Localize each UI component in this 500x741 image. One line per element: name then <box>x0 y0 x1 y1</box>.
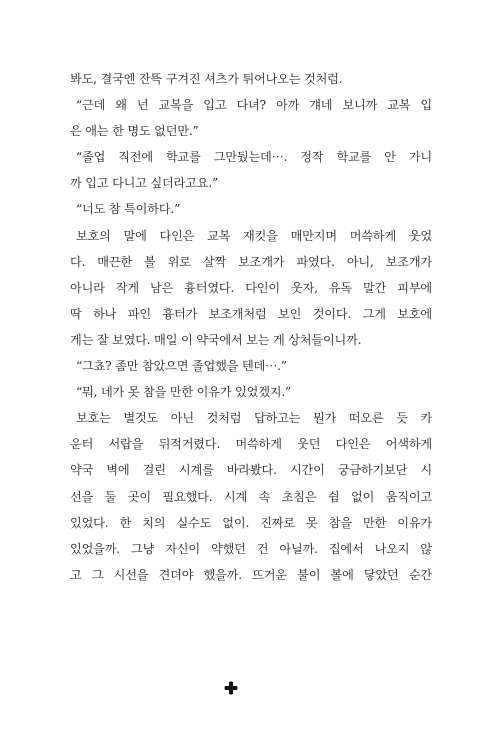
text-line: 게는 잘 보였다. 매일 이 약국에서 보는 게 상처들이니까. <box>70 332 362 347</box>
text-line: 고 그 시선을 견뎌야 했을까. 뜨거운 불이 볼에 닿았던 순간 <box>70 567 432 582</box>
text-line: 봐도, 결국엔 잔뜩 구겨진 셔츠가 튀어나오는 것처럼. <box>70 72 343 86</box>
text-line: 은 애는 한 명도 없던만.” <box>70 124 199 139</box>
text-line: 있었다. 한 치의 실수도 없이. 진짜로 못 참을 만한 이유가 <box>70 515 432 530</box>
body-text <box>70 66 432 588</box>
text-line: “그쵸? 좀만 참았으면 졸업했을 텐데⋯.” <box>76 359 287 374</box>
cross-ornament-icon <box>224 681 238 695</box>
text-line: “뭐, 네가 못 참을 만한 이유가 있었겠지.” <box>76 385 292 400</box>
text-line: 보호는 별것도 아닌 것처럼 답하고는 뭔가 떠오른 듯 카 <box>76 411 432 426</box>
text-line: 있었을까. 그냥 자신이 약했던 건 아닐까. 집에서 나오지 않 <box>70 541 432 556</box>
text-line: 보호의 말에 다인은 교복 재킷을 매만지며 머쓱하게 웃었 <box>76 228 432 243</box>
text-line: 아니라 작게 남은 흉터였다. 다인이 웃자, 유독 말간 피부에 <box>70 280 432 295</box>
text-line: 운터 서랍을 뒤적거렸다. 머쓱하게 웃던 다인은 어색하게 <box>70 437 432 452</box>
text-line: 까 입고 다니고 싶더라고요.” <box>70 176 219 191</box>
text-line: “졸업 직전에 학교를 그만뒀는데⋯. 정작 학교를 안 가니 <box>76 150 432 165</box>
text-line: 딱 하나 파인 흉터가 보조개처럼 보인 것이다. 그게 보호에 <box>70 306 432 321</box>
text-line: 다. 매끈한 볼 위로 살짝 보조개가 파였다. 아니, 보조개가 <box>70 254 432 269</box>
text-line: “근데 왜 넌 교복을 입고 다녀? 아까 걔네 보니까 교복 입 <box>76 98 432 113</box>
text-line: 약국 벽에 걸린 시계를 바라봤다. 시간이 궁금하기보단 시 <box>70 463 432 478</box>
text-line: “너도 참 특이하다.” <box>76 202 181 217</box>
text-line: 선을 둘 곳이 필요했다. 시계 속 초침은 쉼 없이 움직이고 <box>70 489 432 504</box>
